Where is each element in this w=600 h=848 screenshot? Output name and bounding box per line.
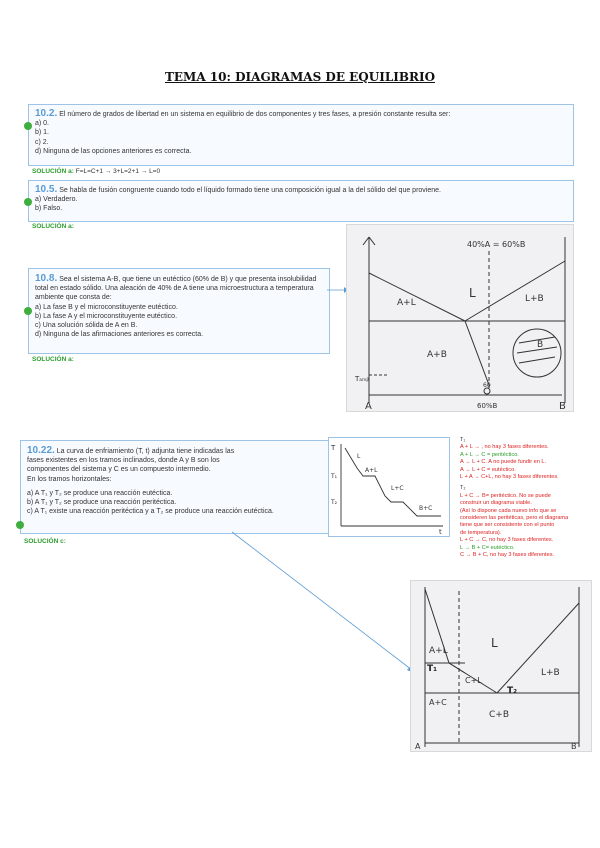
axis-b-label: B: [559, 401, 566, 411]
segment-l: L: [357, 453, 361, 460]
phase-diagram-sketch: [347, 225, 573, 411]
question-10-8-box: [28, 268, 330, 354]
region-b: B: [537, 340, 544, 350]
question-text: Se habla de fusión congruente cuando todo el líquido formado tiene una composición igual a la del sólido del que proviene.: [59, 187, 441, 194]
option-a[interactable]: a) La fase B y el microconstituyente eutéctico.: [35, 303, 178, 311]
axis-b-label: B: [571, 742, 577, 751]
region-l-plus-b: L+B: [541, 668, 560, 678]
note-line: A + L → , no hay 3 fases diferentes.: [460, 444, 549, 451]
note-line: construir un diagrama viable.: [460, 500, 532, 507]
page-title: TEMA 10: DIAGRAMAS DE EQUILIBRIO: [164, 70, 436, 84]
note-line: L + C → C, no hay 3 fases diferentes.: [460, 537, 554, 544]
x-axis-label: t: [439, 528, 442, 536]
t2-label: T₂: [507, 686, 518, 696]
segment-a-plus-l: A+L: [365, 467, 378, 474]
solution-10-2: [32, 168, 160, 175]
phase-diagram-sketch-2: [411, 581, 591, 751]
note-line: A → L + C. A no puede fundir en L.: [460, 459, 547, 466]
region-l: L: [469, 286, 476, 300]
solution-10-5: SOLUCIÓN a:: [32, 223, 74, 230]
note-line: L + A → C+L, no hay 3 fases diferentes.: [460, 474, 559, 481]
solution-10-22: SOLUCIÓN c:: [24, 538, 66, 545]
connector-arrow: [326, 280, 348, 300]
t2-label: T₂: [331, 499, 338, 506]
option-d[interactable]: d) Ninguna de las opciones anteriores es correcta.: [35, 147, 192, 155]
option-c[interactable]: c) Una solución sólida de A en B.: [35, 322, 138, 330]
solution-10-8: SOLUCIÓN a:: [32, 356, 74, 363]
note-line: tiene que ser consistente con el punto: [460, 522, 555, 529]
option-c[interactable]: c) A T₁ existe una reacción peritéctica y a T₂ se produce una reacción eutéctica.: [27, 508, 274, 516]
composition-label: 40%A = 60%B: [467, 240, 526, 249]
phase-diagram-photo-2: [410, 580, 592, 752]
option-a[interactable]: a) Verdadero.: [35, 196, 78, 204]
region-a-plus-l: A+L: [397, 298, 416, 308]
t1-label: T₁: [427, 664, 438, 674]
solution-label: SOLUCIÓN a:: [32, 168, 74, 175]
note-line: A → L + C = eutéctico.: [460, 466, 516, 473]
question-10-2-box: [28, 104, 574, 166]
segment-l-plus-c: L+C: [391, 485, 404, 492]
region-a-plus-l: A+L: [429, 646, 448, 656]
solution-work: F=L=C+1 → 3+L=2+1 → L=0: [75, 168, 161, 175]
question-number: 10.22.: [27, 445, 55, 456]
option-b[interactable]: b) 1.: [35, 129, 50, 137]
option-b[interactable]: b) La fase A y el microconstituyente eutéctico.: [35, 312, 178, 320]
note-line: L → B + C= eutéctico.: [460, 544, 515, 551]
note-line: C → B + C, no hay 3 fases diferentes.: [460, 552, 555, 559]
question-number: 10.2.: [35, 108, 58, 119]
region-a-plus-b: A+B: [427, 350, 447, 360]
option-c[interactable]: c) 2.: [35, 138, 49, 146]
selected-answer-marker: [16, 521, 24, 529]
question-text: Sea el sistema A-B, que tiene un eutéctico (60% de B) y que presenta insolubilidad total en estado sólido. Una aleación de 40% de A tiene una microestructura a temperatura ambiente que consta de:: [35, 276, 317, 302]
selected-answer-marker: [24, 307, 32, 315]
note-line: consideren las peritéticas, pero el diagrama: [460, 515, 569, 522]
region-l: L: [491, 636, 498, 650]
cooling-curve-sketch: [329, 438, 449, 536]
question-text-line-1: La curva de enfriamiento (T, t) adjunta tiene indicadas las: [56, 448, 235, 455]
option-b[interactable]: b) Falso.: [35, 205, 63, 213]
question-text-line-3: componentes del sistema y C es un compuesto intermedio.: [27, 466, 211, 474]
notes-t1-heading: T₁: [460, 437, 466, 443]
t1-label: T₁: [331, 473, 338, 480]
selected-answer-marker: [24, 198, 32, 206]
region-l-plus-b: L+B: [525, 294, 544, 304]
question-10-22-box: [20, 440, 330, 534]
note-line: A + L → C = peritéctico.: [460, 451, 519, 458]
segment-b-plus-c: B+C: [419, 505, 433, 512]
question-10-5-box: [28, 180, 574, 222]
note-line: (Así lo dispone cada nuevo info que se: [460, 507, 557, 514]
note-line: L + C → B= peritéctico. No se puede: [460, 492, 551, 499]
phase-diagram-photo-1: [346, 224, 574, 412]
region-a-plus-c: A+C: [429, 698, 447, 707]
option-a[interactable]: a) A T₁ y T₂ se produce una reacción eutéctica.: [27, 489, 173, 497]
note-line: de temperatura).: [460, 529, 502, 536]
connector-arrow: [230, 530, 420, 680]
axis-a-label: A: [365, 401, 372, 411]
option-a[interactable]: a) 0.: [35, 120, 50, 128]
question-text: El número de grados de libertad en un sistema en equilibrio de dos componentes y tres fases, a presión constante resulta ser:: [59, 111, 451, 118]
option-d[interactable]: d) Ninguna de las afirmaciones anteriores es correcta.: [35, 331, 204, 339]
notes-t2-heading: T₂: [460, 485, 466, 492]
selected-answer-marker: [24, 122, 32, 130]
point-label: 60: [483, 382, 491, 389]
region-c-plus-l: C+L: [465, 676, 482, 685]
percent-b-label: 60%B: [477, 402, 498, 410]
ambient-temp-label: Tₐₘᵦ: [355, 375, 370, 383]
cooling-curve-panel: [328, 437, 450, 537]
question-number: 10.5.: [35, 184, 58, 195]
option-b[interactable]: b) A T₁ y T₂ se produce una reacción peritéctica.: [27, 499, 177, 507]
handwritten-notes: [460, 437, 596, 560]
region-c-plus-b: C+B: [489, 710, 509, 720]
question-text-line-2: fases existentes en los tramos inclinados, donde A y B son los: [27, 457, 220, 465]
question-text-line-4: En los tramos horizontales:: [27, 475, 112, 483]
axis-a-label: A: [415, 742, 421, 751]
question-number: 10.8.: [35, 273, 58, 284]
y-axis-label: T: [331, 444, 336, 452]
